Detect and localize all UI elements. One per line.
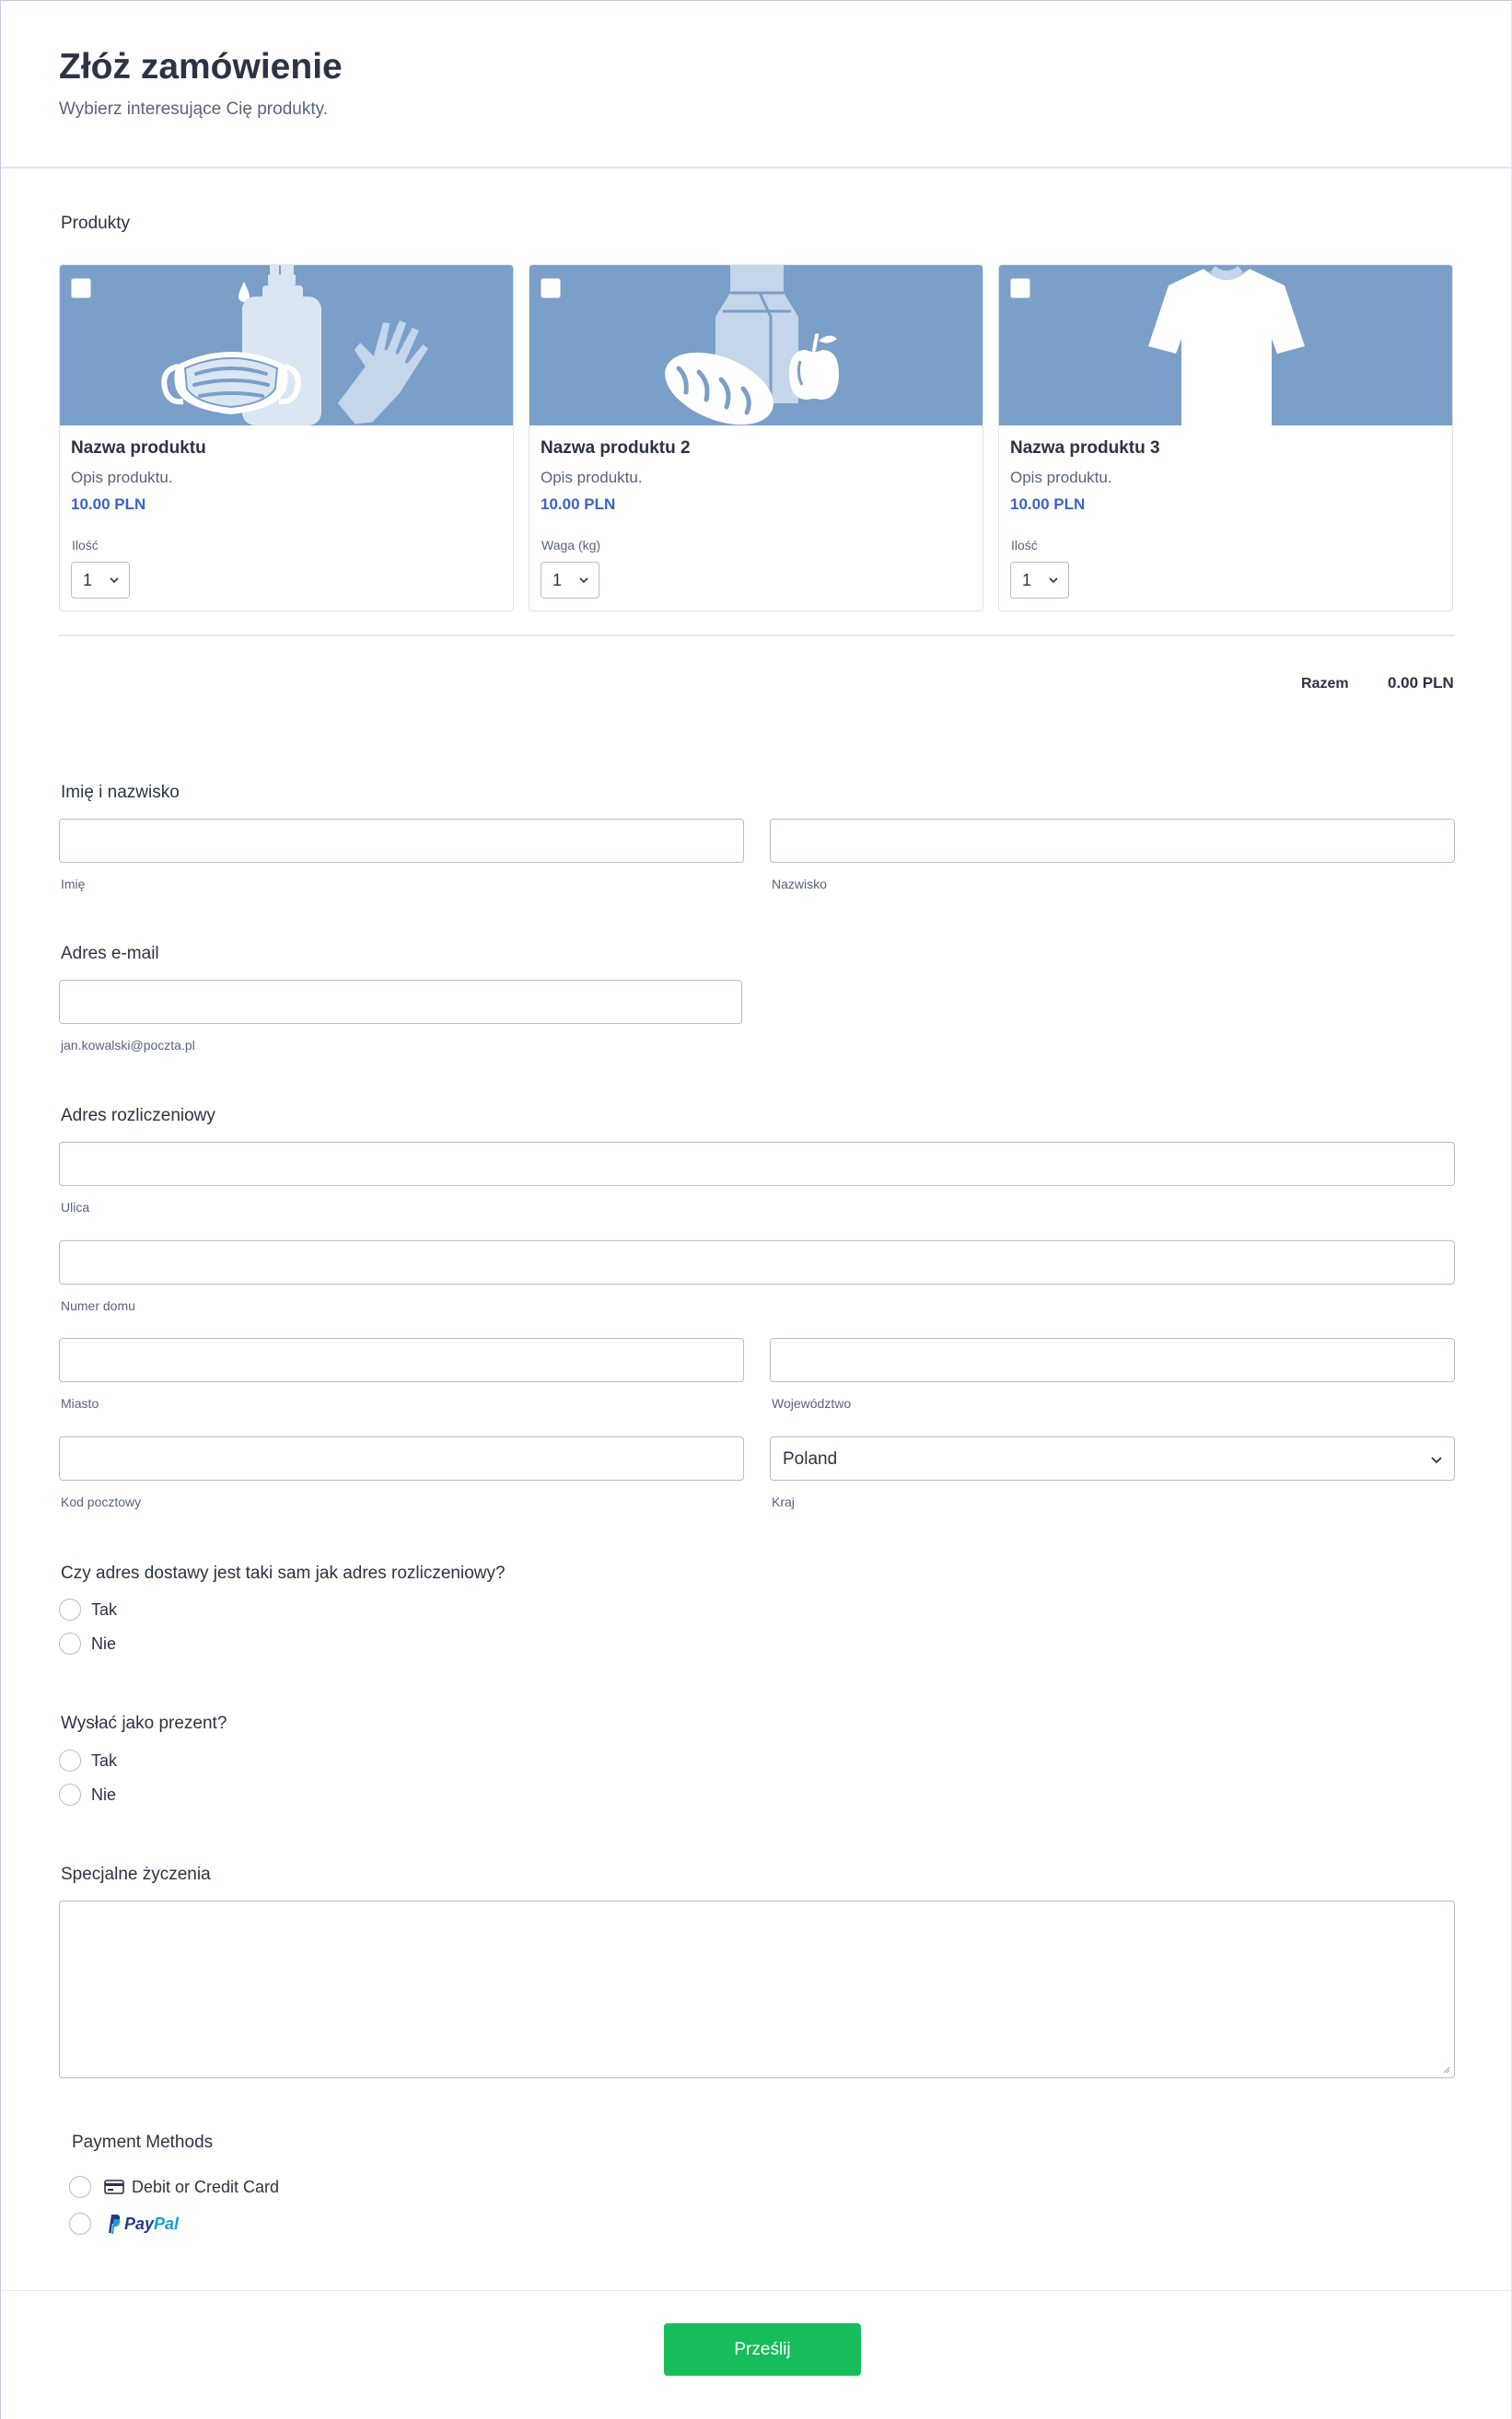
paypal-logo [124,2215,179,2234]
payment-methods-label: Payment Methods [72,2133,214,2152]
state-input[interactable] [770,1338,1455,1382]
product-2-weight-select[interactable] [541,562,599,599]
product-1-name: Nazwa produktu [71,438,206,458]
email-label: Adres e-mail [61,944,159,963]
product-3-quantity-value: 1 [1022,571,1032,589]
form-title: Złóż zamówienie [59,47,343,87]
street-sublabel: Ulica [61,1200,90,1215]
state-sublabel: Województwo [772,1396,852,1411]
product-3-price: 10.00 PLN [1010,495,1086,513]
radio-label: Nie [91,1785,117,1804]
form-subtitle: Wybierz interesujące Cię produkty. [59,99,328,119]
product-3-option-label: Ilość [1011,538,1038,552]
special-wishes-textarea[interactable] [59,1901,1455,2078]
product-3-checkbox[interactable] [1010,278,1030,298]
product-2-checkbox[interactable] [541,278,561,298]
gift-label: Wysłać jako prezent? [61,1714,227,1733]
radio-button[interactable] [59,1784,81,1806]
total-value: 0.00 PLN [1388,674,1454,692]
name-label: Imię i nazwisko [61,783,180,802]
city-sublabel: Miasto [61,1396,99,1411]
product-2-option-label: Waga (kg) [541,538,601,552]
country-sublabel: Kraj [772,1494,795,1509]
first-name-sublabel: Imię [61,877,86,891]
radio-button[interactable] [59,1750,81,1772]
product-1-option-label: Ilość [72,538,99,552]
chevron-down-icon [109,575,120,586]
radio-button[interactable] [59,1599,81,1621]
total-label: Razem [1301,676,1349,692]
card-option-label: Debit or Credit Card [132,2178,280,2196]
products-divider [59,634,1455,636]
radio-label: Tak [91,1600,118,1619]
address-label: Adres rozliczeniowy [61,1106,215,1125]
product-1-price: 10.00 PLN [71,495,146,513]
special-wishes-label: Specjalne życzenia [61,1865,211,1884]
groceries-icon [529,265,983,425]
resize-handle-icon[interactable] [1441,2064,1450,2074]
country-value: Poland [783,1449,838,1469]
same-address-label: Czy adres dostawy jest taki sam jak adres rozliczeniowy? [61,1564,506,1583]
product-1-quantity-select[interactable] [71,562,130,599]
product-2-weight-value: 1 [552,571,563,589]
chevron-down-icon [1048,575,1059,586]
products-label: Produkty [61,214,130,233]
house-number-sublabel: Numer domu [61,1298,135,1313]
email-input[interactable] [59,980,742,1024]
chevron-down-icon [578,575,589,586]
last-name-input[interactable] [770,819,1455,863]
paypal-icon [106,2214,121,2234]
product-2-price: 10.00 PLN [541,495,616,513]
chevron-down-icon [1430,1453,1443,1466]
paypal-logo-part1: Pay [124,2215,155,2233]
submit-button[interactable]: Prześlij [664,2323,861,2376]
product-card-3[interactable] [998,264,1453,611]
radio-label: Nie [91,1634,117,1653]
product-card-1[interactable] [59,264,514,611]
first-name-input[interactable] [59,819,744,863]
product-2-name: Nazwa produktu 2 [541,438,691,458]
form-header [1,1,1512,169]
product-2-description: Opis produktu. [541,469,643,486]
radio-button[interactable] [69,2213,91,2235]
radio-button[interactable] [69,2176,91,2198]
paypal-logo-part2: Pal [154,2215,180,2233]
city-input[interactable] [59,1338,744,1382]
tshirt-icon [999,265,1453,425]
mask-soap-glove-icon [60,265,514,425]
product-1-description: Opis produktu. [71,469,173,486]
credit-card-icon [104,2178,124,2196]
radio-button[interactable] [59,1633,81,1655]
country-select[interactable] [770,1436,1455,1481]
zip-input[interactable] [59,1436,744,1481]
product-card-2[interactable] [529,264,983,611]
house-number-input[interactable] [59,1240,1455,1285]
product-1-checkbox[interactable] [71,278,91,298]
product-3-name: Nazwa produktu 3 [1010,438,1160,458]
radio-label: Tak [91,1751,118,1770]
zip-sublabel: Kod pocztowy [61,1494,142,1509]
product-3-description: Opis produktu. [1010,469,1112,486]
street-input[interactable] [59,1142,1455,1186]
email-sublabel: jan.kowalski@poczta.pl [61,1038,195,1052]
last-name-sublabel: Nazwisko [772,877,827,891]
product-3-quantity-select[interactable] [1010,562,1069,599]
product-1-quantity-value: 1 [83,571,93,589]
